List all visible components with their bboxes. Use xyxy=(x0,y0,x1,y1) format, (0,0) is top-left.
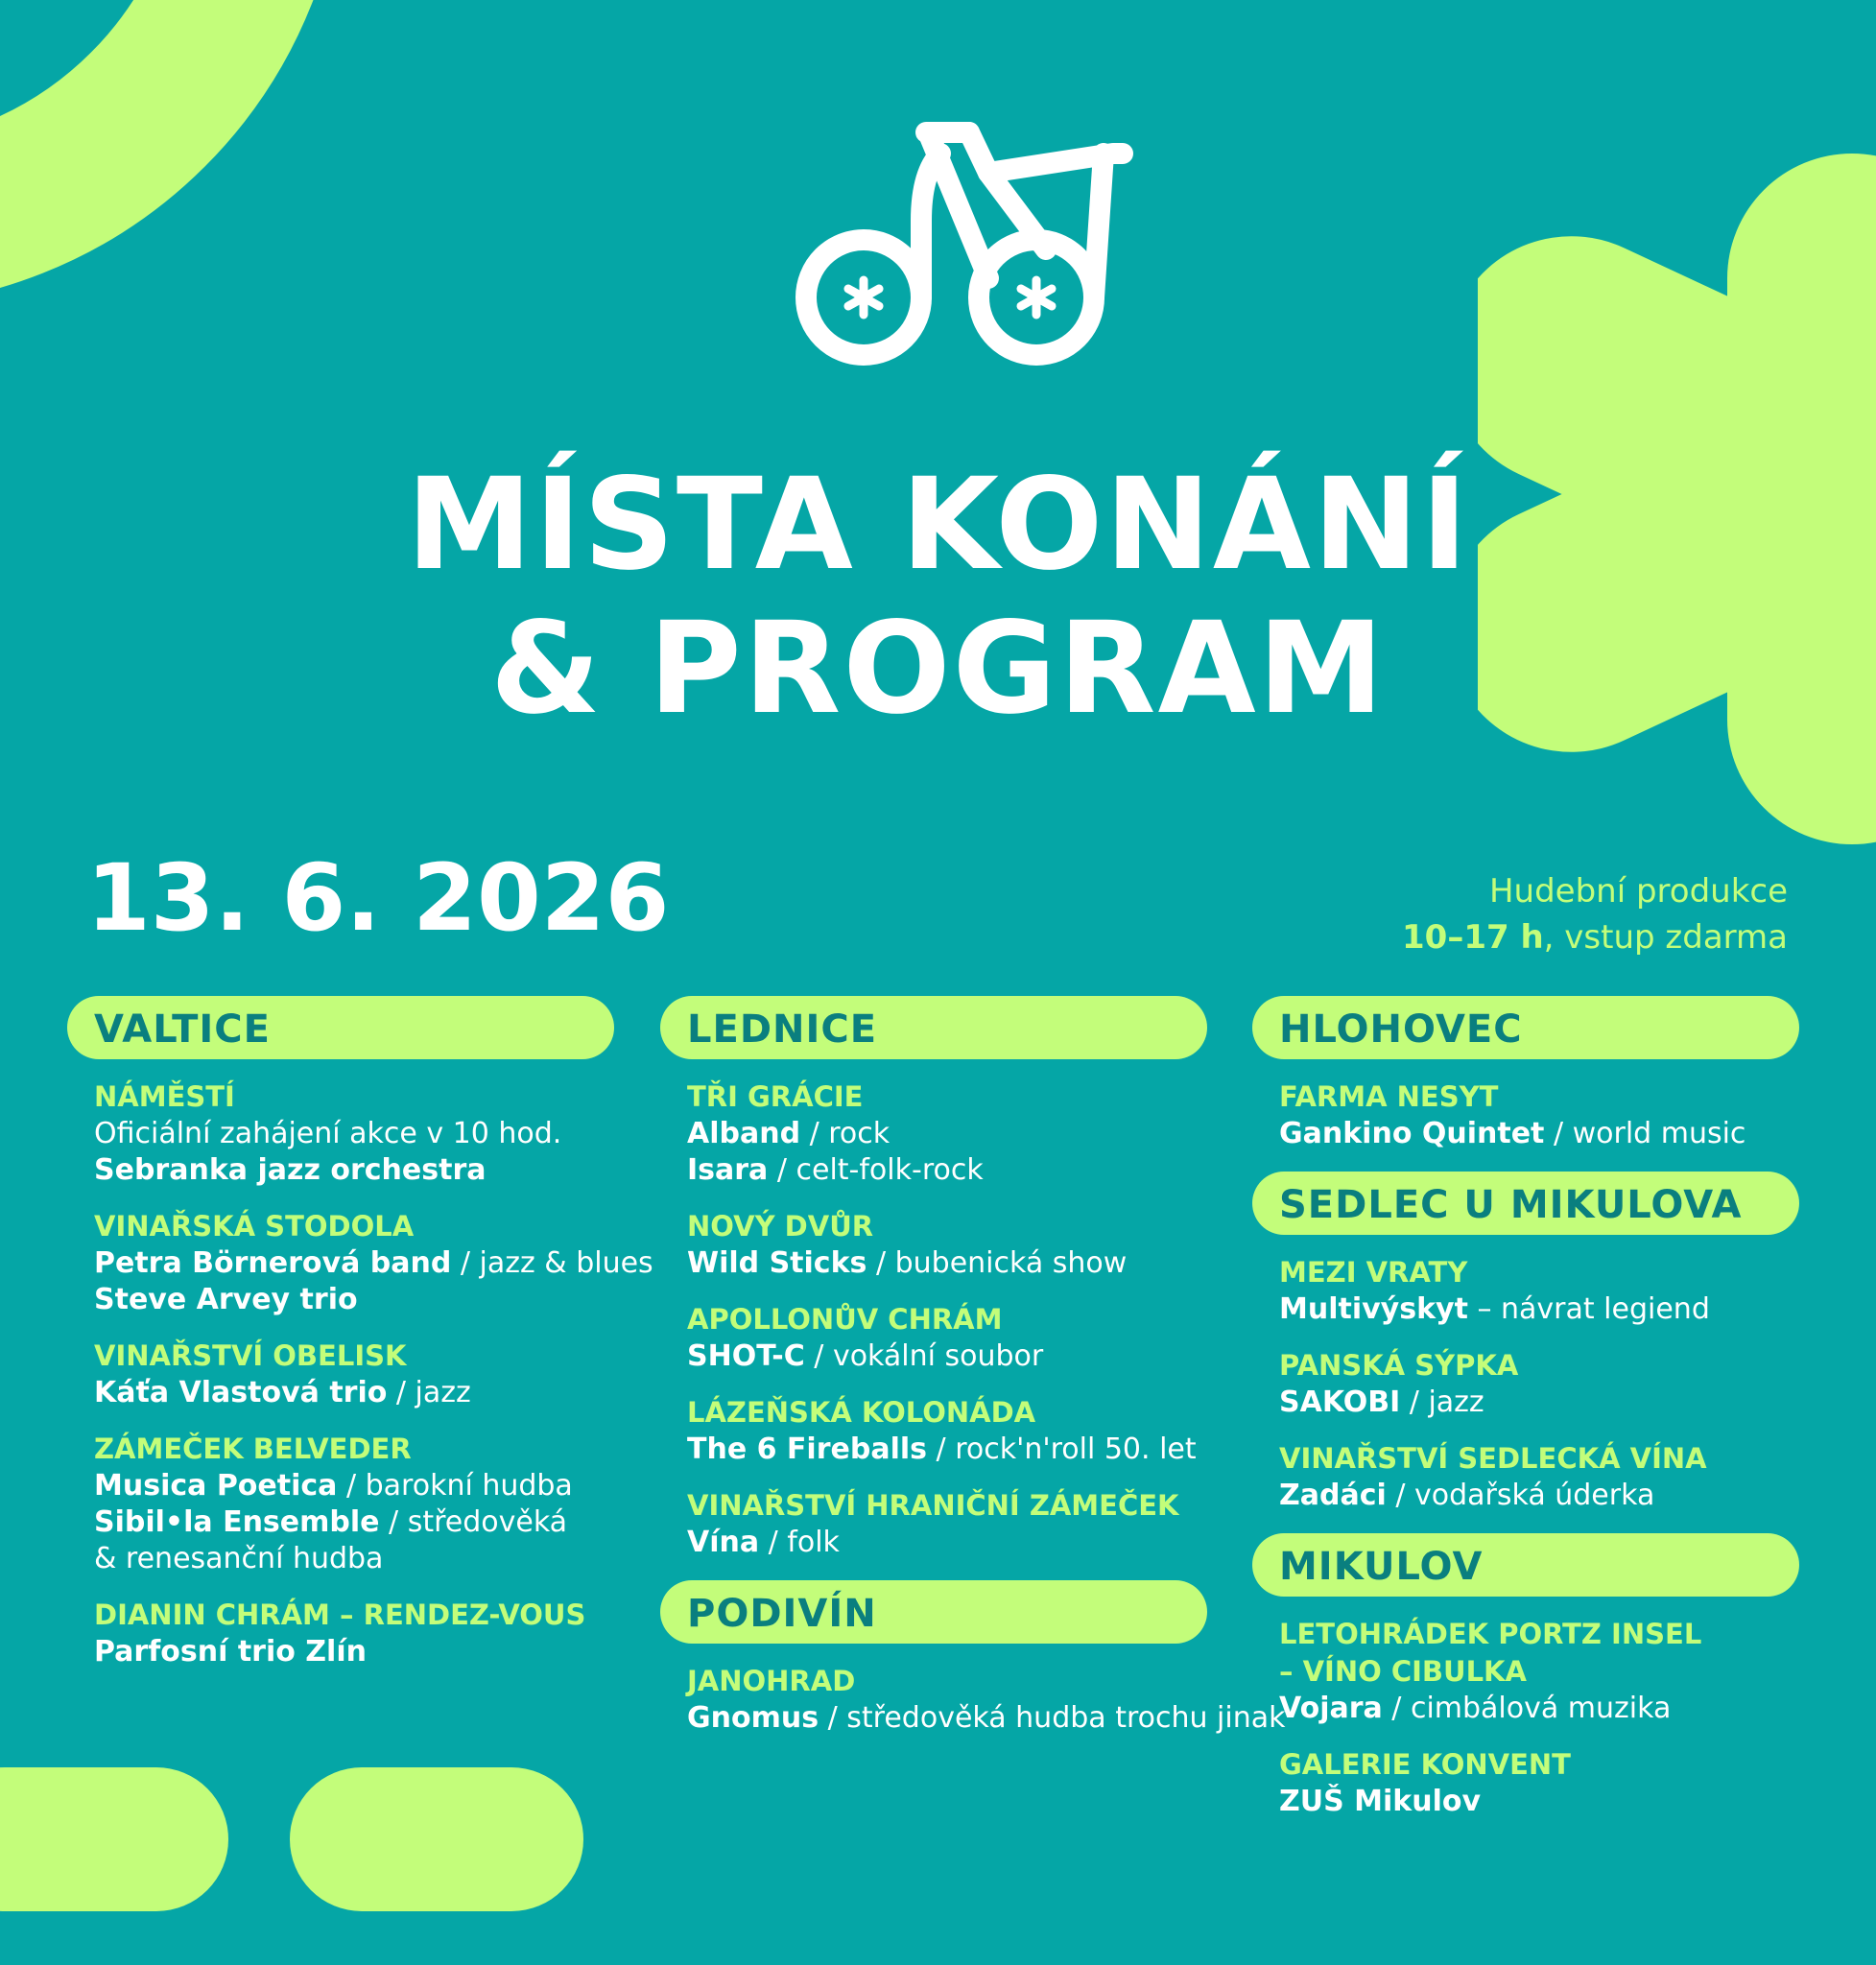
decorative-pill-left xyxy=(0,1767,228,1911)
genre: bubenická show xyxy=(894,1246,1128,1280)
venue-name: VINAŘSTVÍ SEDLECKÁ VÍNA xyxy=(1279,1442,1707,1475)
venue-list xyxy=(1252,1597,1799,1820)
performer-name: Káťa Vlastová trio xyxy=(94,1376,388,1409)
performer-name: ZUŠ Mikulov xyxy=(1279,1785,1482,1818)
separator: / xyxy=(1544,1117,1573,1150)
venue-item xyxy=(687,1208,1207,1282)
venue-name: ZÁMEČEK BELVEDER xyxy=(94,1432,412,1465)
program-line xyxy=(94,1375,614,1411)
event-info xyxy=(1402,868,1788,960)
info-line2 xyxy=(1402,914,1788,960)
venue-item xyxy=(687,1663,1286,1737)
venue-name: NÁMĚSTÍ xyxy=(94,1080,235,1113)
column-right xyxy=(1252,996,1799,1839)
program-line xyxy=(94,1634,614,1670)
program-line xyxy=(1279,1784,1799,1820)
city-block xyxy=(67,996,653,1670)
venue-name: NOVÝ DVŮR xyxy=(687,1210,874,1243)
info-line1: Hudební produkce xyxy=(1488,872,1788,911)
separator: / xyxy=(768,1153,796,1187)
program-line xyxy=(94,1282,614,1318)
venue-item xyxy=(1279,1746,1799,1820)
city-header: SEDLEC U MIKULOVA xyxy=(1252,1172,1799,1235)
venue-item xyxy=(687,1078,1207,1189)
genre: barokní hudba xyxy=(365,1469,573,1503)
separator: / xyxy=(867,1246,895,1280)
genre: rock xyxy=(828,1117,891,1150)
program-line xyxy=(94,1116,614,1152)
program-line xyxy=(687,1700,1286,1737)
performer-name: SAKOBI xyxy=(1279,1385,1401,1419)
program-line xyxy=(1279,1691,1799,1727)
city-header: PODIVÍN xyxy=(660,1580,1207,1644)
program-line xyxy=(687,1152,1207,1189)
venue-name: JANOHRAD xyxy=(687,1665,856,1697)
program-line xyxy=(687,1245,1207,1282)
program-line xyxy=(687,1432,1207,1468)
performer-name: Zadáci xyxy=(1279,1479,1387,1512)
venue-name: APOLLONŮV CHRÁM xyxy=(687,1303,1003,1336)
venue-list xyxy=(1252,1235,1799,1514)
performer-name: Isara xyxy=(687,1153,769,1187)
performer-name: Sibil•la Ensemble xyxy=(94,1505,380,1539)
separator: / xyxy=(387,1376,416,1409)
program-line xyxy=(687,1338,1207,1375)
performer-name: Musica Poetica xyxy=(94,1469,338,1503)
venue-item xyxy=(687,1394,1207,1468)
venue-item xyxy=(94,1431,614,1577)
bike-logo-icon xyxy=(787,115,1152,374)
genre: world music xyxy=(1572,1117,1746,1150)
performer-name: Wild Sticks xyxy=(687,1246,867,1280)
program-line xyxy=(94,1541,614,1577)
venue-item xyxy=(1279,1616,1799,1727)
venue-item xyxy=(94,1208,653,1318)
city-block xyxy=(660,1580,1286,1737)
city-block xyxy=(1252,996,1799,1152)
venue-name: DIANIN CHRÁM – RENDEZ-VOUS xyxy=(94,1598,586,1631)
venue-name: FARMA NESYT xyxy=(1279,1080,1499,1113)
program-line xyxy=(94,1468,614,1504)
venue-name: VINAŘSTVÍ HRANIČNÍ ZÁMEČEK xyxy=(687,1489,1179,1522)
city-header: VALTICE xyxy=(67,996,614,1059)
genre: návrat legiend xyxy=(1501,1292,1710,1326)
venue-list xyxy=(660,1059,1207,1561)
separator: / xyxy=(451,1246,480,1280)
performer-name: Gnomus xyxy=(687,1701,819,1735)
decorative-arc xyxy=(0,0,345,307)
genre: rock'n'roll 50. let xyxy=(955,1432,1197,1466)
program-line xyxy=(1279,1291,1799,1328)
venue-item xyxy=(94,1078,614,1189)
city-header: MIKULOV xyxy=(1252,1533,1799,1597)
venue-item xyxy=(687,1487,1207,1561)
separator: / xyxy=(804,1339,833,1373)
venue-item xyxy=(1279,1347,1799,1421)
venue-name: PANSKÁ SÝPKA xyxy=(1279,1349,1519,1382)
genre: cimbálová muzika xyxy=(1410,1692,1672,1725)
venue-name: TŘI GRÁCIE xyxy=(687,1080,864,1113)
performer-name: Multivýskyt xyxy=(1279,1292,1468,1326)
performer-name: The 6 Fireballs xyxy=(687,1432,927,1466)
venue-name: VINAŘSTVÍ OBELISK xyxy=(94,1339,407,1372)
venue-name-cont: – VÍNO CIBULKA xyxy=(1279,1655,1527,1688)
separator: / xyxy=(1400,1385,1429,1419)
program-text: Oficiální zahájení akce v 10 hod. xyxy=(94,1117,562,1150)
separator: / xyxy=(1386,1479,1414,1512)
separator: / xyxy=(379,1505,408,1539)
performer-name: Vojara xyxy=(1279,1692,1383,1725)
city-block xyxy=(1252,1533,1799,1820)
performer-name: Parfosní trio Zlín xyxy=(94,1635,367,1669)
event-date: 13. 6. 2026 xyxy=(86,844,670,952)
column-middle xyxy=(660,996,1286,1756)
genre: jazz xyxy=(1428,1385,1484,1419)
genre: středověká xyxy=(407,1505,568,1539)
venue-item xyxy=(94,1338,614,1411)
page-title-line1: MÍSTA KONÁNÍ xyxy=(406,451,1470,599)
venue-name: LÁZEŇSKÁ KOLONÁDA xyxy=(687,1396,1036,1429)
venue-list xyxy=(67,1059,653,1670)
program-line xyxy=(687,1116,1207,1152)
city-header: LEDNICE xyxy=(660,996,1207,1059)
separator: / xyxy=(819,1701,847,1735)
venue-item xyxy=(94,1597,614,1670)
venue-item xyxy=(1279,1078,1799,1152)
separator: / xyxy=(759,1526,788,1559)
venue-list xyxy=(1252,1059,1799,1152)
performer-name: SHOT-C xyxy=(687,1339,805,1373)
program-line xyxy=(1279,1116,1799,1152)
program-line xyxy=(1279,1385,1799,1421)
performer-name: Sebranka jazz orchestra xyxy=(94,1153,487,1187)
city-header: HLOHOVEC xyxy=(1252,996,1799,1059)
genre: vodařská úderka xyxy=(1413,1479,1655,1512)
performer-name: Petra Börnerová band xyxy=(94,1246,452,1280)
program-line xyxy=(687,1525,1207,1561)
info-entry: , vstup zdarma xyxy=(1543,918,1788,957)
venue-item xyxy=(687,1301,1207,1375)
city-block xyxy=(1252,1172,1799,1514)
genre: folk xyxy=(787,1526,840,1559)
program-text: & renesanční hudba xyxy=(94,1542,384,1575)
genre: celt-folk-rock xyxy=(796,1153,984,1187)
decorative-pill-right xyxy=(290,1767,583,1911)
genre: jazz & blues xyxy=(479,1246,653,1280)
venue-name: MEZI VRATY xyxy=(1279,1256,1468,1289)
city-block xyxy=(660,996,1207,1561)
program-line xyxy=(94,1245,653,1282)
separator: / xyxy=(800,1117,829,1150)
program-line xyxy=(94,1504,614,1541)
performer-name: Gankino Quintet xyxy=(1279,1117,1545,1150)
genre: jazz xyxy=(415,1376,471,1409)
genre: středověká hudba trochu jinak xyxy=(846,1701,1286,1735)
separator: / xyxy=(337,1469,366,1503)
performer-name: Alband xyxy=(687,1117,801,1150)
venue-name: LETOHRÁDEK PORTZ INSEL xyxy=(1279,1618,1702,1650)
separator: / xyxy=(927,1432,956,1466)
performer-name: Steve Arvey trio xyxy=(94,1283,358,1316)
program-line xyxy=(94,1152,614,1189)
separator: / xyxy=(1382,1692,1411,1725)
genre: vokální soubor xyxy=(832,1339,1044,1373)
column-left xyxy=(67,996,653,1690)
performer-name: Vína xyxy=(687,1526,760,1559)
venue-name: GALERIE KONVENT xyxy=(1279,1748,1571,1781)
program-line xyxy=(1279,1478,1799,1514)
venue-list xyxy=(660,1644,1286,1737)
separator: – xyxy=(1467,1292,1502,1326)
page-title-line2: & PROGRAM xyxy=(489,595,1387,743)
venue-name: VINAŘSKÁ STODOLA xyxy=(94,1210,415,1243)
venue-item xyxy=(1279,1440,1799,1514)
info-hours: 10–17 h xyxy=(1402,918,1544,957)
venue-item xyxy=(1279,1254,1799,1328)
